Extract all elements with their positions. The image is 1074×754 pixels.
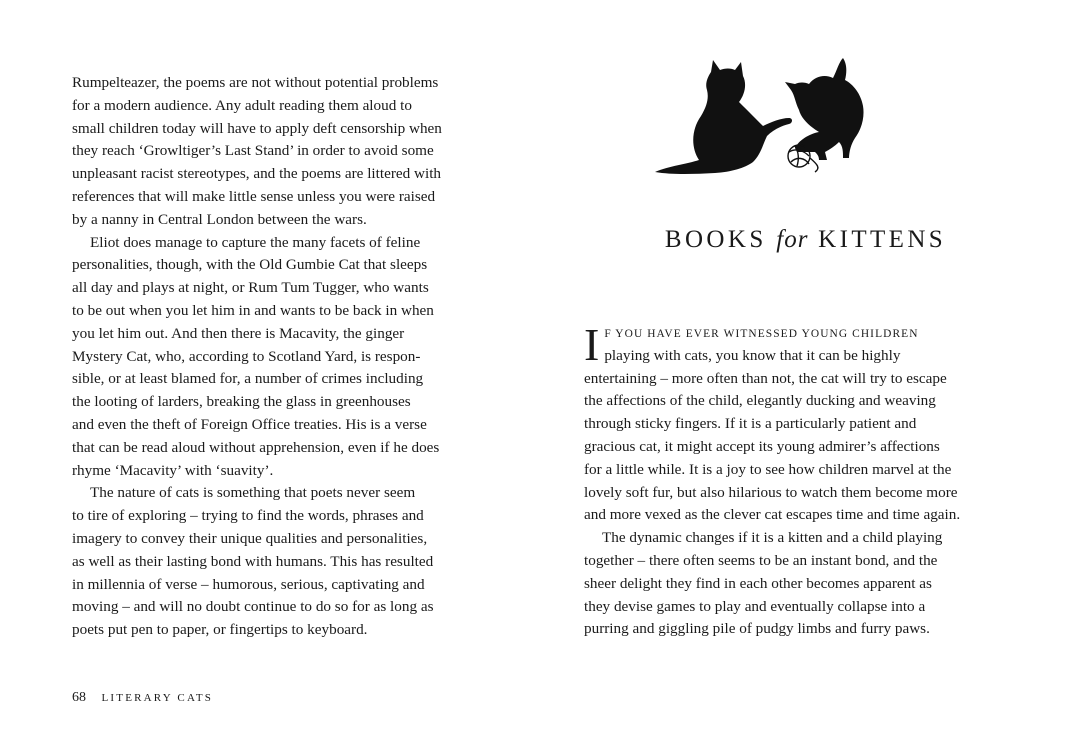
text-line: the looting of larders, breaking the glass in greenhouses bbox=[72, 393, 411, 411]
text-line: Mystery Cat, who, according to Scotland Yard, is respon- bbox=[72, 347, 421, 365]
text-line: in millennia of verse – humorous, serious, captivating and bbox=[72, 575, 425, 593]
running-head: LITERARY CATS bbox=[101, 692, 214, 704]
text-line: and even the theft of Foreign Office treaties. His is a verse bbox=[72, 415, 427, 433]
text-line: through sticky fingers. If it is a particularly patient and bbox=[584, 415, 917, 433]
drop-cap: I bbox=[584, 319, 600, 370]
text-line: Rumpelteazer, the poems are not without potential problems bbox=[72, 74, 439, 91]
right-page bbox=[537, 0, 1074, 754]
text-line: together – there often seems to be an instant bond, and the bbox=[584, 551, 938, 569]
chapter-title-for: for bbox=[776, 226, 809, 253]
text-line: and more vexed as the clever cat escapes time and time again. bbox=[584, 506, 961, 524]
text-line: for a modern audience. Any adult reading them aloud to bbox=[72, 96, 412, 114]
text-line: all day and plays at night, or Rum Tum Tugger, who wants bbox=[72, 279, 429, 297]
text-line: personalities, though, with the Old Gumbie Cat that sleeps bbox=[72, 256, 428, 274]
text-line: lovely soft fur, but also hilarious to watch them become more bbox=[584, 483, 958, 501]
text-line: imagery to convey their unique qualities and personalities, bbox=[72, 529, 428, 547]
text-line: small children today will have to apply deft censorship when bbox=[72, 119, 442, 137]
chapter-title-books: BOOKS bbox=[664, 226, 767, 253]
text-line: unpleasant racist stereotypes, and the poems are littered with bbox=[72, 165, 442, 183]
left-kitten-silhouette bbox=[655, 60, 792, 174]
text-line-opening bbox=[584, 322, 964, 345]
text-line: to tire of exploring – trying to find the words, phrases and bbox=[72, 507, 424, 525]
text-line: references that will make little sense unless you were raised bbox=[72, 187, 436, 205]
text-line: rhyme ‘Macavity’ with ‘suavity’. bbox=[72, 461, 274, 479]
chapter-title-kittens: KITTENS bbox=[818, 226, 947, 253]
page-footer bbox=[72, 688, 213, 708]
text-line: Eliot does manage to capture the many facets of feline bbox=[90, 233, 421, 251]
kittens-illustration bbox=[649, 56, 875, 180]
text-line: poets put pen to paper, or fingertips to keyboard. bbox=[72, 621, 368, 639]
text-line: purring and giggling pile of pudgy limbs and furry paws. bbox=[584, 620, 930, 638]
text-line: they reach ‘Growltiger’s Last Stand’ in order to avoid some bbox=[72, 142, 434, 160]
text-line: as well as their lasting bond with humans. This has resulted bbox=[72, 552, 434, 570]
text-line: entertaining – more often than not, the cat will try to escape bbox=[584, 369, 947, 387]
text-line: to be out when you let him in and wants to be back in when bbox=[72, 301, 434, 319]
text-line: the affections of the child, elegantly ducking and weaving bbox=[584, 392, 936, 410]
text-line: sible, or at least blamed for, a number of crimes including bbox=[72, 370, 424, 388]
text-line: that can be read aloud without apprehension, even if he does bbox=[72, 438, 440, 456]
left-page-body bbox=[72, 72, 444, 642]
text-line: gracious cat, it might accept its young admirer’s affections bbox=[584, 437, 940, 455]
text-line: The nature of cats is something that poets never seem bbox=[90, 484, 416, 502]
text-line: they devise games to play and eventually collapse into a bbox=[584, 597, 926, 615]
text-line: moving – and will no doubt continue to do so for as long as bbox=[72, 598, 434, 616]
text-line: The dynamic changes if it is a kitten and a child playing bbox=[602, 529, 943, 547]
right-page-body bbox=[584, 319, 964, 641]
opening-smallcaps: F YOU HAVE EVER WITNESSED YOUNG CHILDREN bbox=[604, 328, 919, 340]
page-number: 68 bbox=[72, 690, 86, 705]
text-line: by a nanny in Central London between the wars. bbox=[72, 210, 367, 228]
text-line: you let him out. And then there is Macavity, the ginger bbox=[72, 324, 405, 342]
text-line: for a little while. It is a joy to see how children marvel at the bbox=[584, 460, 952, 478]
chapter-title bbox=[537, 222, 1074, 258]
text-line: sheer delight they find in each other becomes apparent as bbox=[584, 574, 932, 592]
text-line: playing with cats, you know that it can be highly bbox=[604, 346, 901, 364]
